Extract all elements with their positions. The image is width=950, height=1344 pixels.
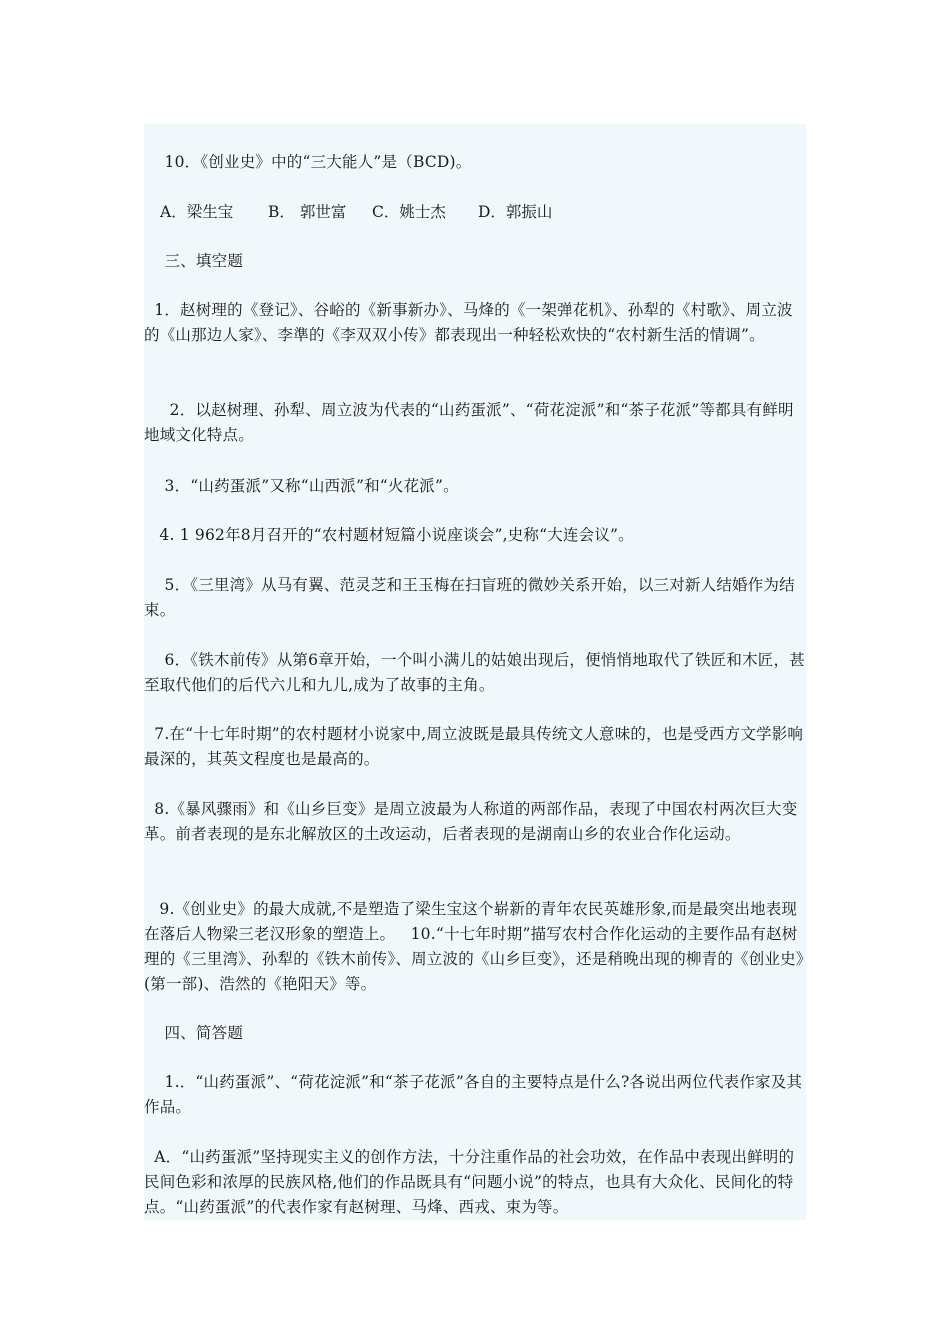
option-a: A．梁生宝 [160,203,234,221]
document-content [144,124,806,1220]
option-b: B． 郭世富 [268,203,347,221]
fill-blank-item-7: 7.在“十七年时期”的农村题材小说家中,周立波既是最具传统文人意味的，也是受西方文学影响最深的，其英文程度也是最高的。 [144,725,804,768]
fill-blank-item-2: 2．以赵树理、孙犁、周立波为代表的“山药蛋派”、“荷花淀派”和“茶子花派”等都具有鲜明地域文化特点。 [144,401,794,444]
option-c: C．姚士杰 [372,203,446,221]
fill-blank-item-6: 6．《铁木前传》从第6章开始，一个叫小满儿的姑娘出现后，便悄悄地取代了铁匠和木匠，甚至取代他们的后代六儿和九儿,成为了故事的主角。 [144,651,805,694]
option-d: D．郭振山 [478,203,553,221]
short-answer-question-1: 1.．“山药蛋派”、“荷花淀派”和“茶子花派”各自的主要特点是什么?各说出两位代表作家及其作品。 [144,1073,803,1116]
short-answer-answer-a: A．“山药蛋派”坚持现实主义的创作方法，十分注重作品的社会功效，在作品中表现出鲜明的民间色彩和浓厚的民族风格,他们的作品既具有“问题小说”的特点，也具有大众化、民间化的特点。“山药蛋派”的代表作家有赵树理、马烽、西戎、束为等。 [144,1148,795,1216]
fill-blank-item-9-10: 9.《创业史》的最大成就,不是塑造了梁生宝这个崭新的青年农民英雄形象,而是最突出地表现在落后人物梁三老汉形象的塑造上。 10.“十七年时期”描写农村合作化运动的主要作品有赵树理的《三里湾》、孙犁的《铁木前传》、周立波的《山乡巨变》，还是稍晚出现的柳青的《创业史》(第一部)、浩然的《艳阳天》等。 [144,900,804,993]
section-heading-fill-blank: 三、填空题 [144,252,244,270]
fill-blank-item-3: 3．“山药蛋派”又称“山西派”和“火花派”。 [144,477,459,495]
fill-blank-item-4: 4. 1 962年8月召开的“农村题材短篇小说座谈会”,史称“大连会议”。 [144,526,634,544]
fill-blank-item-5: 5．《三里湾》从马有翼、范灵芝和王玉梅在扫盲班的微妙关系开始，以三对新人结婚作为结束。 [144,576,795,619]
question-10-text: 10．《创业史》中的“三大能人”是（BCD)。 [144,153,472,171]
fill-blank-item-1: 1．赵树理的《登记》、谷峪的《新事新办》、马烽的《一架弹花机》、孙犁的《村歌》、周立波的《山那边人家》、李準的《李双双小传》都表现出一种轻松欢快的“农村新生活的情调”。 [144,301,793,344]
section-heading-short-answer: 四、简答题 [144,1024,244,1042]
fill-blank-item-8: 8.《暴风骤雨》和《山乡巨变》是周立波最为人称道的两部作品，表现了中国农村两次巨大变革。前者表现的是东北解放区的土改运动，后者表现的是湖南山乡的农业合作化运动。 [144,800,798,843]
